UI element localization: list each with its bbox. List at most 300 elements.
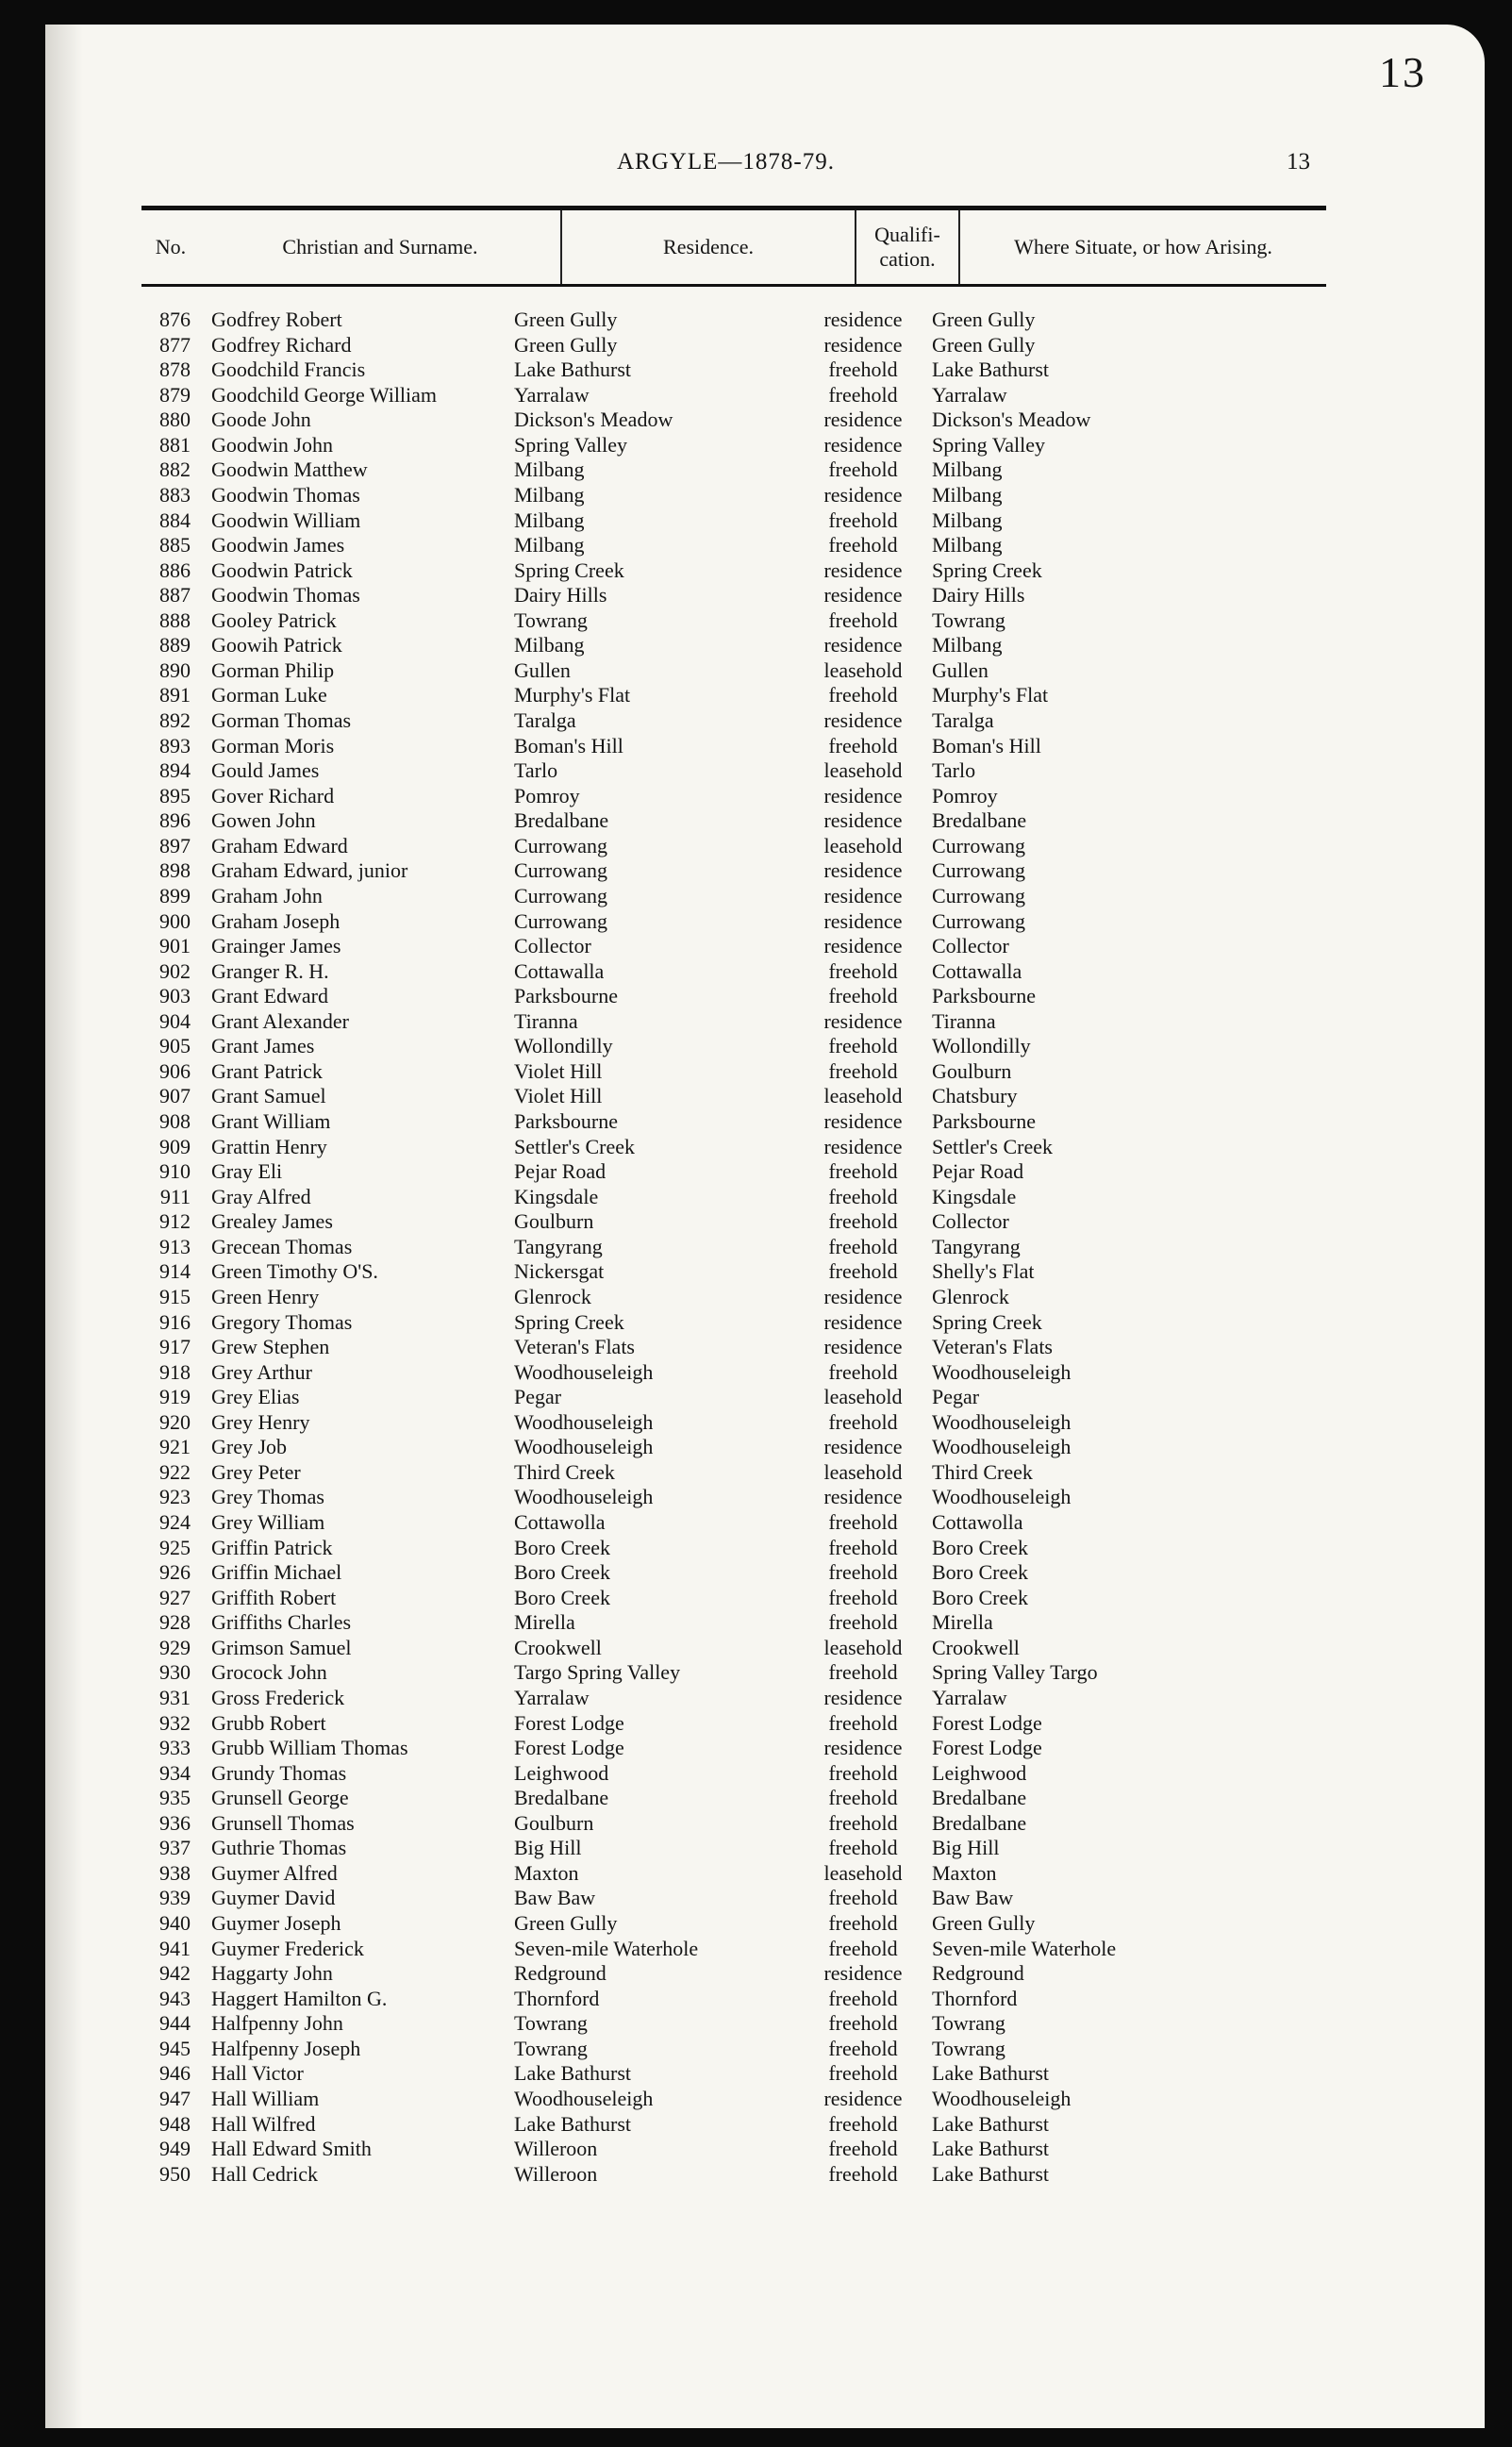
table-row (45, 583, 1394, 608)
where-situate: Wollondilly (932, 1034, 1031, 1058)
table-row (45, 1360, 1394, 1386)
row-number: 888 (159, 608, 191, 632)
where-situate: Spring Creek (932, 1309, 1042, 1334)
where-situate: Milbang (932, 633, 1003, 658)
row-number: 887 (159, 583, 191, 608)
residence: Tiranna (514, 1008, 578, 1033)
row-number: 900 (159, 908, 191, 933)
elector-name: Grubb William Thomas (211, 1736, 408, 1760)
where-situate: Leighwood (932, 1760, 1027, 1785)
row-number: 904 (159, 1008, 191, 1033)
table-row (45, 734, 1394, 759)
where-situate: Tiranna (932, 1008, 996, 1033)
where-situate: Bredalbane (932, 808, 1027, 833)
elector-name: Goode John (211, 408, 311, 432)
where-situate: Baw Baw (932, 1886, 1014, 1910)
where-situate: Taralga (932, 708, 994, 732)
elector-name: Guymer Frederick (211, 1936, 364, 1960)
table-row (45, 1836, 1394, 1861)
qualification: freehold (828, 2011, 898, 2036)
table-row (45, 408, 1394, 433)
table-row (45, 758, 1394, 784)
row-number: 937 (159, 1836, 191, 1860)
qualification: freehold (828, 1911, 898, 1935)
qualification: residence (823, 808, 903, 833)
residence: Green Gully (514, 332, 618, 357)
where-situate: Towrang (932, 2011, 1005, 2036)
row-number: 898 (159, 858, 191, 883)
elector-name: Gould James (211, 758, 320, 783)
table-row (45, 2061, 1394, 2087)
corner-page-number: 13 (1379, 48, 1426, 96)
table-row (45, 1435, 1394, 1460)
row-number: 878 (159, 358, 191, 382)
qualification: freehold (828, 608, 898, 632)
residence: Milbang (514, 633, 585, 658)
table-row (45, 1310, 1394, 1336)
elector-name: Grant Alexander (211, 1008, 349, 1033)
row-number: 935 (159, 1786, 191, 1810)
row-number: 916 (159, 1309, 191, 1334)
where-situate: Mirella (932, 1610, 993, 1635)
table-row (45, 1385, 1394, 1410)
residence: Currowang (514, 883, 607, 907)
where-situate: Dickson's Meadow (932, 408, 1091, 432)
where-situate: Seven-mile Waterhole (932, 1936, 1117, 1960)
row-number: 893 (159, 733, 191, 757)
qualification: freehold (828, 1560, 898, 1585)
row-number: 897 (159, 833, 191, 857)
where-situate: Boro Creek (932, 1585, 1029, 1609)
elector-name: Haggarty John (211, 1961, 333, 1986)
where-situate: Goulburn (932, 1058, 1012, 1083)
where-situate: Currowang (932, 833, 1025, 857)
qualification: freehold (828, 1034, 898, 1058)
where-situate: Currowang (932, 908, 1025, 933)
table-row (45, 834, 1394, 859)
qualification: freehold (828, 1234, 898, 1258)
residence: Baw Baw (514, 1886, 596, 1910)
row-number: 948 (159, 2111, 191, 2136)
table-row (45, 1911, 1394, 1937)
table-row (45, 1761, 1394, 1787)
elector-name: Grimson Samuel (211, 1635, 352, 1659)
where-situate: Tarlo (932, 758, 976, 783)
elector-name: Grey William (211, 1510, 325, 1534)
table-row (45, 658, 1394, 684)
row-number: 895 (159, 783, 191, 807)
qualification: freehold (828, 2036, 898, 2060)
row-number: 941 (159, 1936, 191, 1960)
qualification: freehold (828, 1058, 898, 1083)
column-header-no: No. (155, 235, 187, 258)
elector-name: Grundy Thomas (211, 1760, 347, 1785)
qualification: leasehold (823, 1084, 903, 1108)
where-situate: Towrang (932, 608, 1005, 632)
where-situate: Currowang (932, 858, 1025, 883)
table-row (45, 508, 1394, 534)
qualification: residence (823, 1109, 903, 1133)
residence: Currowang (514, 858, 607, 883)
elector-name: Haggert Hamilton G. (211, 1986, 388, 2010)
qualification: residence (823, 432, 903, 457)
table-row (45, 1410, 1394, 1436)
elector-name: Grant Samuel (211, 1084, 326, 1108)
qualification: residence (823, 934, 903, 958)
table-row (45, 2087, 1394, 2112)
row-number: 880 (159, 408, 191, 432)
qualification: freehold (828, 1886, 898, 1910)
elector-name: Griffith Robert (211, 1585, 337, 1609)
residence: Milbang (514, 508, 585, 532)
residence: Mirella (514, 1610, 575, 1635)
row-number: 894 (159, 758, 191, 783)
table-row (45, 1009, 1394, 1035)
table-row (45, 2112, 1394, 2138)
qualification: freehold (828, 1986, 898, 2010)
residence: Boman's Hill (514, 733, 623, 757)
row-number: 882 (159, 458, 191, 482)
row-number: 906 (159, 1058, 191, 1083)
residence: Milbang (514, 458, 585, 482)
row-number: 933 (159, 1736, 191, 1760)
elector-name: Halfpenny John (211, 2011, 343, 2036)
residence: Lake Bathurst (514, 2111, 632, 2136)
row-number: 931 (159, 1685, 191, 1709)
qualification: residence (823, 1008, 903, 1033)
qualification: freehold (828, 2111, 898, 2136)
elector-name: Granger R. H. (211, 958, 329, 983)
residence: Cottawolla (514, 1510, 606, 1534)
elector-name: Gray Alfred (211, 1184, 311, 1208)
row-number: 879 (159, 382, 191, 407)
row-number: 920 (159, 1409, 191, 1434)
qualification: freehold (828, 1760, 898, 1785)
elector-name: Grey Henry (211, 1409, 310, 1434)
row-number: 934 (159, 1760, 191, 1785)
where-situate: Collector (932, 1209, 1009, 1234)
residence: Maxton (514, 1860, 579, 1885)
residence: Bredalbane (514, 808, 609, 833)
row-number: 949 (159, 2137, 191, 2161)
residence: Parksbourne (514, 1109, 618, 1133)
elector-name: Griffin Patrick (211, 1535, 333, 1559)
where-situate: Veteran's Flats (932, 1335, 1053, 1359)
elector-name: Goodwin William (211, 508, 361, 532)
row-number: 908 (159, 1109, 191, 1133)
where-situate: Yarralaw (932, 382, 1007, 407)
qualification: leasehold (823, 1385, 903, 1409)
qualification: residence (823, 1134, 903, 1158)
table-row (45, 1636, 1394, 1661)
row-number: 915 (159, 1284, 191, 1308)
residence: Currowang (514, 908, 607, 933)
where-situate: Collector (932, 934, 1009, 958)
qualification: freehold (828, 1184, 898, 1208)
elector-name: Grey Arthur (211, 1359, 312, 1384)
where-situate: Pejar Road (932, 1159, 1024, 1184)
table-row (45, 1560, 1394, 1586)
residence: Willeroon (514, 2161, 598, 2186)
where-situate: Milbang (932, 508, 1003, 532)
residence: Redground (514, 1961, 606, 1986)
row-number: 881 (159, 432, 191, 457)
row-number: 877 (159, 332, 191, 357)
row-number: 929 (159, 1635, 191, 1659)
residence: Cottawalla (514, 958, 605, 983)
qualification: freehold (828, 1535, 898, 1559)
table-row (45, 1059, 1394, 1085)
qualification: residence (823, 1485, 903, 1509)
residence: Gullen (514, 658, 571, 682)
table-row (45, 1259, 1394, 1285)
residence: Tangyrang (514, 1234, 603, 1258)
where-situate: Maxton (932, 1860, 997, 1885)
row-number: 910 (159, 1159, 191, 1184)
residence: Spring Creek (514, 1309, 624, 1334)
row-number: 944 (159, 2011, 191, 2036)
table-row (45, 1135, 1394, 1160)
residence: Violet Hill (514, 1084, 603, 1108)
residence: Woodhouseleigh (514, 1409, 654, 1434)
residence: Violet Hill (514, 1058, 603, 1083)
where-situate: Forest Lodge (932, 1736, 1042, 1760)
residence: Lake Bathurst (514, 2061, 632, 2086)
qualification: freehold (828, 1810, 898, 1835)
table-row (45, 458, 1394, 483)
residence: Nickersgat (514, 1259, 605, 1284)
qualification: residence (823, 482, 903, 507)
where-situate: Lake Bathurst (932, 2137, 1050, 2161)
where-situate: Parksbourne (932, 1109, 1036, 1133)
residence: Collector (514, 934, 591, 958)
residence: Third Creek (514, 1459, 615, 1484)
qualification: freehold (828, 2137, 898, 2161)
table-row (45, 608, 1394, 634)
qualification: freehold (828, 458, 898, 482)
where-situate: Lake Bathurst (932, 2161, 1050, 2186)
elector-name: Gray Eli (211, 1159, 283, 1184)
residence: Towrang (514, 2011, 588, 2036)
where-situate: Yarralaw (932, 1685, 1007, 1709)
row-number: 903 (159, 984, 191, 1008)
row-number: 919 (159, 1385, 191, 1409)
qualification: residence (823, 408, 903, 432)
elector-name: Gorman Thomas (211, 708, 352, 732)
elector-name: Hall Wilfred (211, 2111, 316, 2136)
row-number: 886 (159, 558, 191, 582)
qualification: residence (823, 1961, 903, 1986)
elector-name: Grainger James (211, 934, 341, 958)
qualification: residence (823, 1685, 903, 1709)
residence: Forest Lodge (514, 1736, 624, 1760)
row-number: 926 (159, 1560, 191, 1585)
qualification: freehold (828, 1660, 898, 1685)
row-number: 936 (159, 1810, 191, 1835)
elector-name: Gorman Philip (211, 658, 335, 682)
where-situate: Dairy Hills (932, 583, 1025, 608)
where-situate: Pomroy (932, 783, 998, 807)
elector-name: Hall Cedrick (211, 2161, 319, 2186)
row-number: 889 (159, 633, 191, 658)
residence: Green Gully (514, 308, 618, 331)
column-header-qualification: Qualifi- cation. (874, 223, 940, 271)
table-row (45, 1861, 1394, 1887)
residence: Towrang (514, 608, 588, 632)
elector-name: Grant Edward (211, 984, 329, 1008)
row-number: 902 (159, 958, 191, 983)
residence: Dickson's Meadow (514, 408, 673, 432)
residence: Tarlo (514, 758, 558, 783)
table-row (45, 433, 1394, 458)
table-row (45, 934, 1394, 959)
elector-name: Grey Thomas (211, 1485, 324, 1509)
qualification: leasehold (823, 1459, 903, 1484)
qualification: residence (823, 708, 903, 732)
residence: Woodhouseleigh (514, 1435, 654, 1459)
residence: Woodhouseleigh (514, 1485, 654, 1509)
row-number: 940 (159, 1911, 191, 1935)
qualification: residence (823, 1435, 903, 1459)
residence: Woodhouseleigh (514, 2086, 654, 2110)
table-row (45, 2162, 1394, 2188)
qualification: leasehold (823, 833, 903, 857)
row-number: 943 (159, 1986, 191, 2010)
table-row (45, 784, 1394, 809)
where-situate: Settler's Creek (932, 1134, 1053, 1158)
table-row (45, 1159, 1394, 1185)
elector-name: Grant James (211, 1034, 315, 1058)
table-row (45, 1811, 1394, 1837)
qualification: freehold (828, 1510, 898, 1534)
table-row (45, 2011, 1394, 2037)
elector-name: Grunsell Thomas (211, 1810, 355, 1835)
qualification: residence (823, 1335, 903, 1359)
row-number: 911 (159, 1184, 191, 1208)
qualification: freehold (828, 1610, 898, 1635)
table-row (45, 984, 1394, 1009)
qualification: residence (823, 1284, 903, 1308)
where-situate: Woodhouseleigh (932, 1485, 1072, 1509)
elector-name: Graham John (211, 883, 323, 907)
row-number: 921 (159, 1435, 191, 1459)
elector-list (45, 308, 1394, 2187)
table-row (45, 808, 1394, 834)
qualification: leasehold (823, 1635, 903, 1659)
where-situate: Boro Creek (932, 1560, 1029, 1585)
row-number: 876 (159, 308, 191, 331)
page-title: ARGYLE—1878-79. (617, 149, 835, 175)
where-situate: Bredalbane (932, 1810, 1027, 1835)
residence: Kingsdale (514, 1184, 599, 1208)
column-header-name: Christian and Surname. (282, 235, 478, 258)
elector-name: Grant William (211, 1109, 331, 1133)
where-situate: Milbang (932, 533, 1003, 558)
row-number: 945 (159, 2036, 191, 2060)
residence: Willeroon (514, 2137, 598, 2161)
qualification: freehold (828, 2161, 898, 2186)
qualification: freehold (828, 533, 898, 558)
header-rule-bottom (141, 284, 1326, 287)
where-situate: Pegar (932, 1385, 980, 1409)
table-row (45, 1510, 1394, 1536)
table-row (45, 1185, 1394, 1210)
qualification: freehold (828, 1936, 898, 1960)
row-number: 896 (159, 808, 191, 833)
residence: Spring Valley (514, 432, 627, 457)
qualification: freehold (828, 683, 898, 707)
where-situate: Crookwell (932, 1635, 1020, 1659)
row-number: 946 (159, 2061, 191, 2086)
where-situate: Woodhouseleigh (932, 2086, 1072, 2110)
qualification: freehold (828, 1209, 898, 1234)
elector-name: Gross Frederick (211, 1685, 345, 1709)
elector-name: Hall William (211, 2086, 320, 2110)
qualification: residence (823, 858, 903, 883)
elector-name: Guthrie Thomas (211, 1836, 347, 1860)
qualification: leasehold (823, 658, 903, 682)
elector-name: Gowen John (211, 808, 316, 833)
row-number: 930 (159, 1660, 191, 1685)
elector-name: Goodwin Matthew (211, 458, 368, 482)
where-situate: Milbang (932, 458, 1003, 482)
qualification: freehold (828, 2061, 898, 2086)
where-situate: Cottawolla (932, 1510, 1023, 1534)
qualification: freehold (828, 382, 898, 407)
table-row (45, 1084, 1394, 1109)
where-situate: Bredalbane (932, 1786, 1027, 1810)
elector-name: Goodwin James (211, 533, 345, 558)
residence: Bredalbane (514, 1786, 609, 1810)
qualification: residence (823, 783, 903, 807)
elector-name: Grealey James (211, 1209, 333, 1234)
document-page (45, 25, 1485, 2428)
residence: Forest Lodge (514, 1710, 624, 1735)
table-row (45, 959, 1394, 985)
table-row (45, 308, 1394, 333)
table-row (45, 533, 1394, 558)
qualification: freehold (828, 1710, 898, 1735)
qualification: freehold (828, 733, 898, 757)
residence: Boro Creek (514, 1585, 611, 1609)
where-situate: Kingsdale (932, 1184, 1017, 1208)
residence: Goulburn (514, 1209, 594, 1234)
where-situate: Woodhouseleigh (932, 1359, 1072, 1384)
where-situate: Shelly's Flat (932, 1259, 1035, 1284)
row-number: 942 (159, 1961, 191, 1986)
row-number: 922 (159, 1459, 191, 1484)
elector-name: Goodwin Patrick (211, 558, 353, 582)
residence: Wollondilly (514, 1034, 613, 1058)
where-situate: Green Gully (932, 308, 1036, 331)
elector-name: Griffin Michael (211, 1560, 342, 1585)
table-row (45, 1460, 1394, 1486)
where-situate: Murphy's Flat (932, 683, 1049, 707)
elector-name: Hall Edward Smith (211, 2137, 372, 2161)
elector-name: Goodchild Francis (211, 358, 366, 382)
where-situate: Boman's Hill (932, 733, 1041, 757)
where-situate: Third Creek (932, 1459, 1033, 1484)
table-row (45, 1711, 1394, 1737)
qualification: residence (823, 332, 903, 357)
elector-name: Graham Edward, junior (211, 858, 408, 883)
residence: Murphy's Flat (514, 683, 631, 707)
qualification: residence (823, 908, 903, 933)
elector-name: Gregory Thomas (211, 1309, 353, 1334)
elector-name: Grubb Robert (211, 1710, 326, 1735)
qualification: residence (823, 308, 903, 331)
where-situate: Spring Creek (932, 558, 1042, 582)
